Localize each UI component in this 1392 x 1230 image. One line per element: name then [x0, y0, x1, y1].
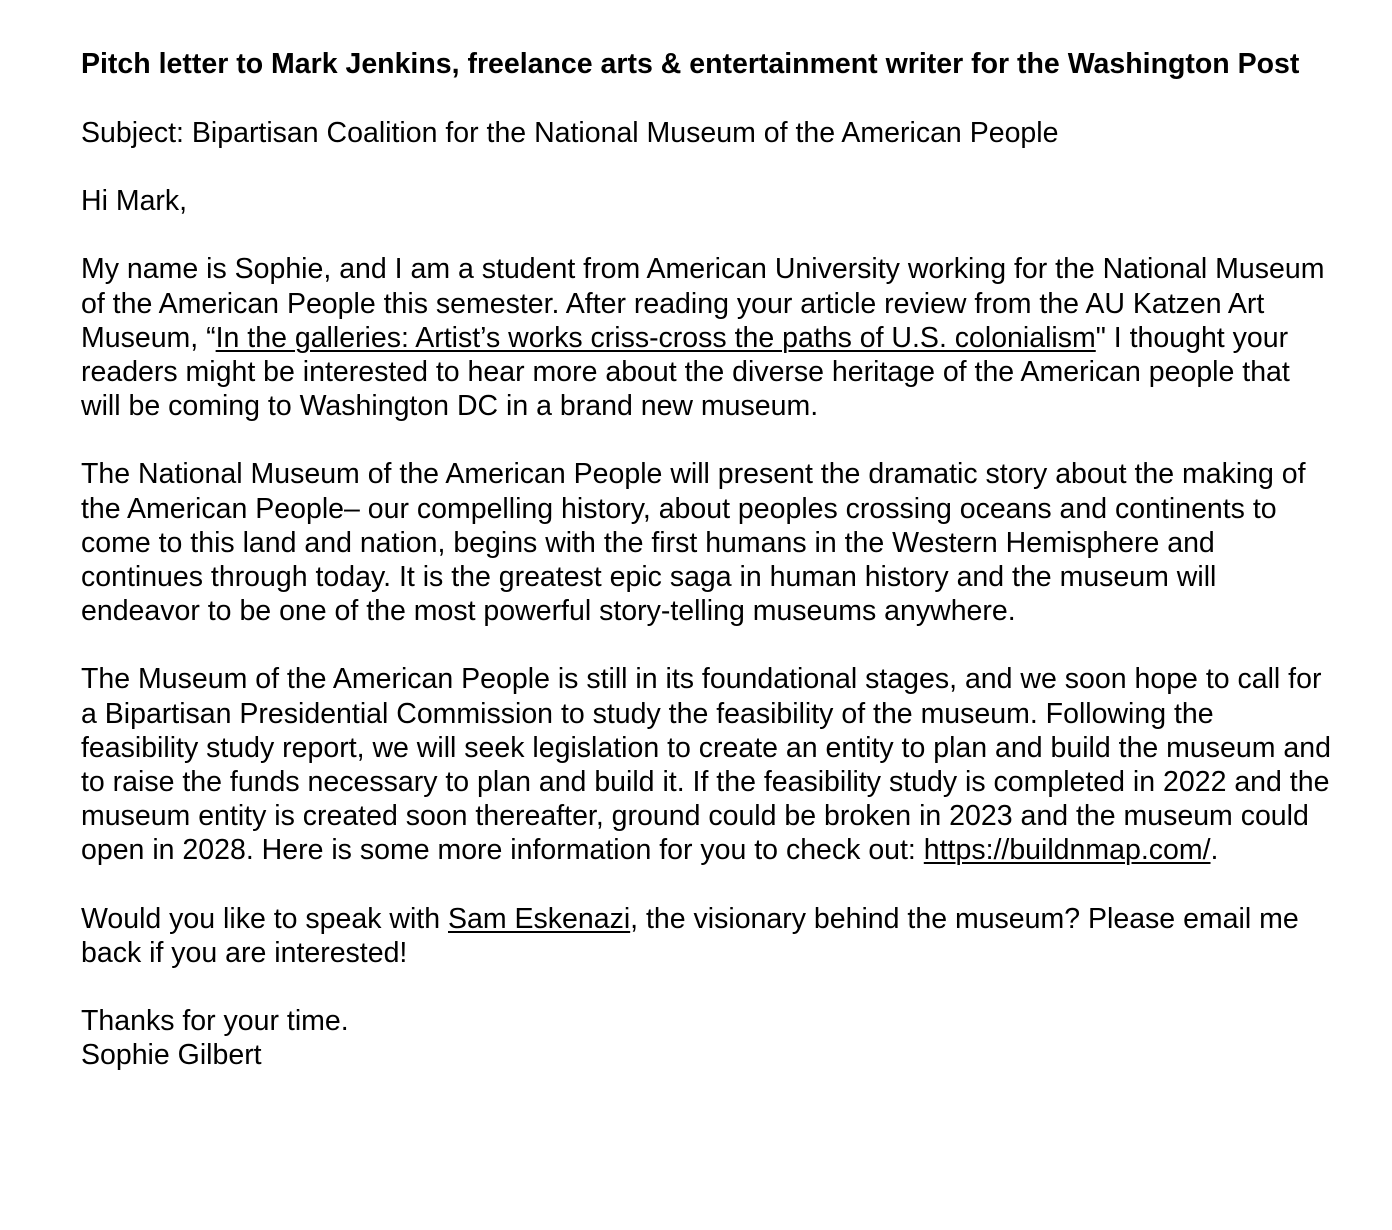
paragraph-call-to-action [81, 902, 1332, 970]
spacer [81, 628, 1332, 662]
spacer [81, 82, 1332, 116]
spacer [81, 218, 1332, 252]
paragraph-timeline-text-after: . [1210, 834, 1219, 867]
paragraph-timeline-text-before: The Museum of the American People is still in its foundational stages, and we soon hope to call for a Bipartisan Presidential Commission to study the feasibility of the museum. Following the feasibility study report, we will seek legislation to create an entity to plan and build the museum and to raise the funds necessary to plan and build it. If the feasibility study is completed in 2022 and the museum entity is created soon thereafter, ground could be broken in 2023 and the museum could open in 2028. Here is some more information for you to check out: [81, 663, 1331, 867]
letter-title: Pitch letter to Mark Jenkins, freelance arts & entertainment writer for the Washington Post [81, 48, 1300, 80]
website-link[interactable]: https://buildnmap.com/ [923, 834, 1211, 867]
paragraph-timeline [81, 662, 1332, 867]
subject-line: Subject: Bipartisan Coalition for the National Museum of the American People [81, 117, 1059, 149]
article-link[interactable]: In the galleries: Artist’s works criss-cross the paths of U.S. colonialism [215, 321, 1096, 354]
spacer [81, 423, 1332, 457]
signature: Sophie Gilbert [81, 1039, 262, 1072]
closing-line: Thanks for your time. [81, 1005, 349, 1038]
paragraph-intro-text-after: " I thought your readers might be interested to hear more about the diverse heritage of the American people that will be coming to Washington DC in a brand new museum. [81, 321, 1290, 423]
spacer [81, 868, 1332, 902]
paragraph-cta-text-before: Would you like to speak with [81, 902, 448, 935]
spacer [81, 970, 1332, 1004]
paragraph-intro-text-before: My name is Sophie, and I am a student from American University working for the National Museum of the American People this semester. After reading your article review from the AU Katzen Art Museum, “ [81, 253, 1325, 354]
sam-eskenazi-link[interactable]: Sam Eskenazi [448, 902, 631, 935]
greeting: Hi Mark, [81, 185, 188, 218]
paragraph-intro [81, 252, 1332, 423]
paragraph-cta-text-after: , the visionary behind the museum? Please email me back if you are interested! [81, 902, 1299, 969]
paragraph-museum-story: The National Museum of the American People will present the dramatic story about the making of the American People– our compelling history, about peoples crossing oceans and continents to come to this land and nation, begins with the first humans in the Western Hemisphere and continues through today. It is the greatest epic saga in human history and the museum will endeavor to be one of the most powerful story-telling museums anywhere. [81, 458, 1306, 628]
spacer [81, 150, 1332, 184]
